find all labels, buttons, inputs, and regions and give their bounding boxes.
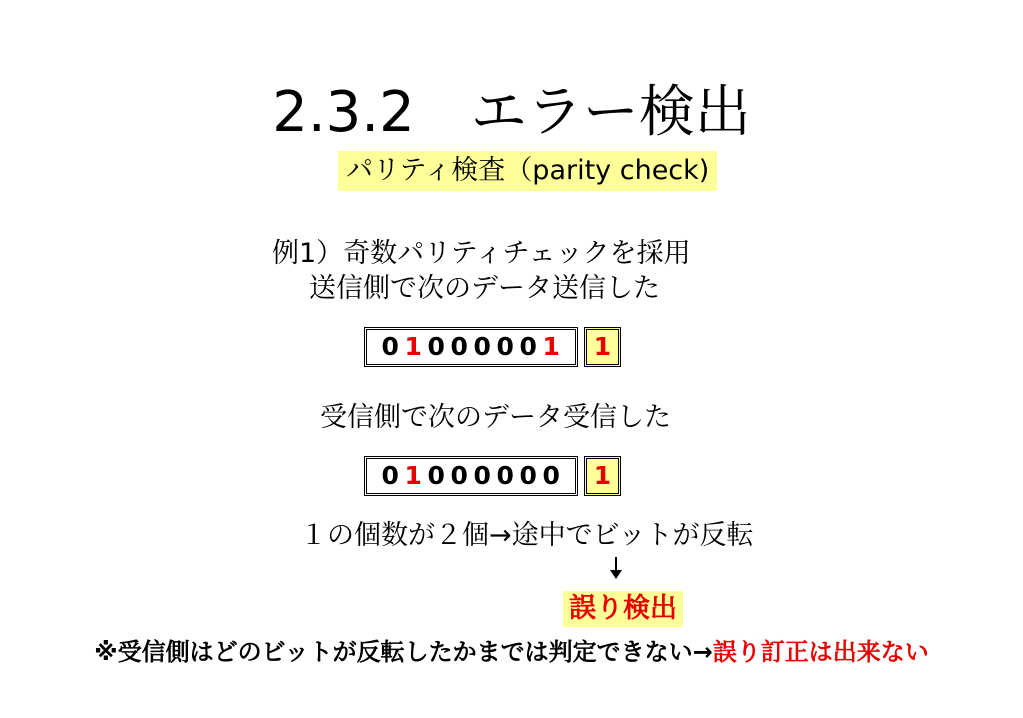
sent-bit-4: 0 bbox=[473, 332, 492, 361]
received-bit-4: 0 bbox=[473, 461, 492, 490]
sent-parity-box: 1 bbox=[584, 327, 621, 367]
received-bit-0: 0 bbox=[381, 461, 400, 490]
received-parity-box: 1 bbox=[584, 456, 621, 496]
received-bit-1: 1 bbox=[404, 461, 423, 490]
sent-bit-1: 1 bbox=[404, 332, 423, 361]
received-bit-3: 0 bbox=[450, 461, 469, 490]
arrow-down-icon bbox=[606, 556, 626, 580]
sent-bit-5: 0 bbox=[496, 332, 515, 361]
footnote-highlight: 誤り訂正は出来ない bbox=[712, 638, 929, 666]
received-bit-7: 0 bbox=[542, 461, 561, 490]
subtitle-highlight: パリティ検査（parity check) bbox=[338, 151, 717, 191]
sent-bit-2: 0 bbox=[427, 332, 446, 361]
received-bit-5: 0 bbox=[496, 461, 515, 490]
example-line-2: 送信側で次のデータ送信した bbox=[309, 273, 660, 304]
received-bits-box bbox=[364, 456, 578, 496]
received-bit-2: 0 bbox=[427, 461, 446, 490]
bit-count-line: １の個数が２個→途中でビットが反転 bbox=[300, 520, 754, 551]
sent-bit-0: 0 bbox=[381, 332, 400, 361]
example-line-1: 例1）奇数パリティチェックを採用 bbox=[272, 238, 691, 269]
sent-bit-7: 1 bbox=[542, 332, 561, 361]
footnote-text: ※受信側はどのビットが反転したかまでは判定できない→ bbox=[94, 638, 713, 666]
footnote bbox=[0, 637, 1023, 667]
sent-bit-6: 0 bbox=[519, 332, 538, 361]
slide-title: 2.3.2 エラー検出 bbox=[272, 80, 751, 145]
sent-bit-3: 0 bbox=[450, 332, 469, 361]
received-bit-6: 0 bbox=[519, 461, 538, 490]
sent-bits-box bbox=[364, 327, 578, 367]
error-detected-label: 誤り検出 bbox=[563, 591, 683, 627]
received-label: 受信側で次のデータ受信した bbox=[320, 402, 671, 433]
